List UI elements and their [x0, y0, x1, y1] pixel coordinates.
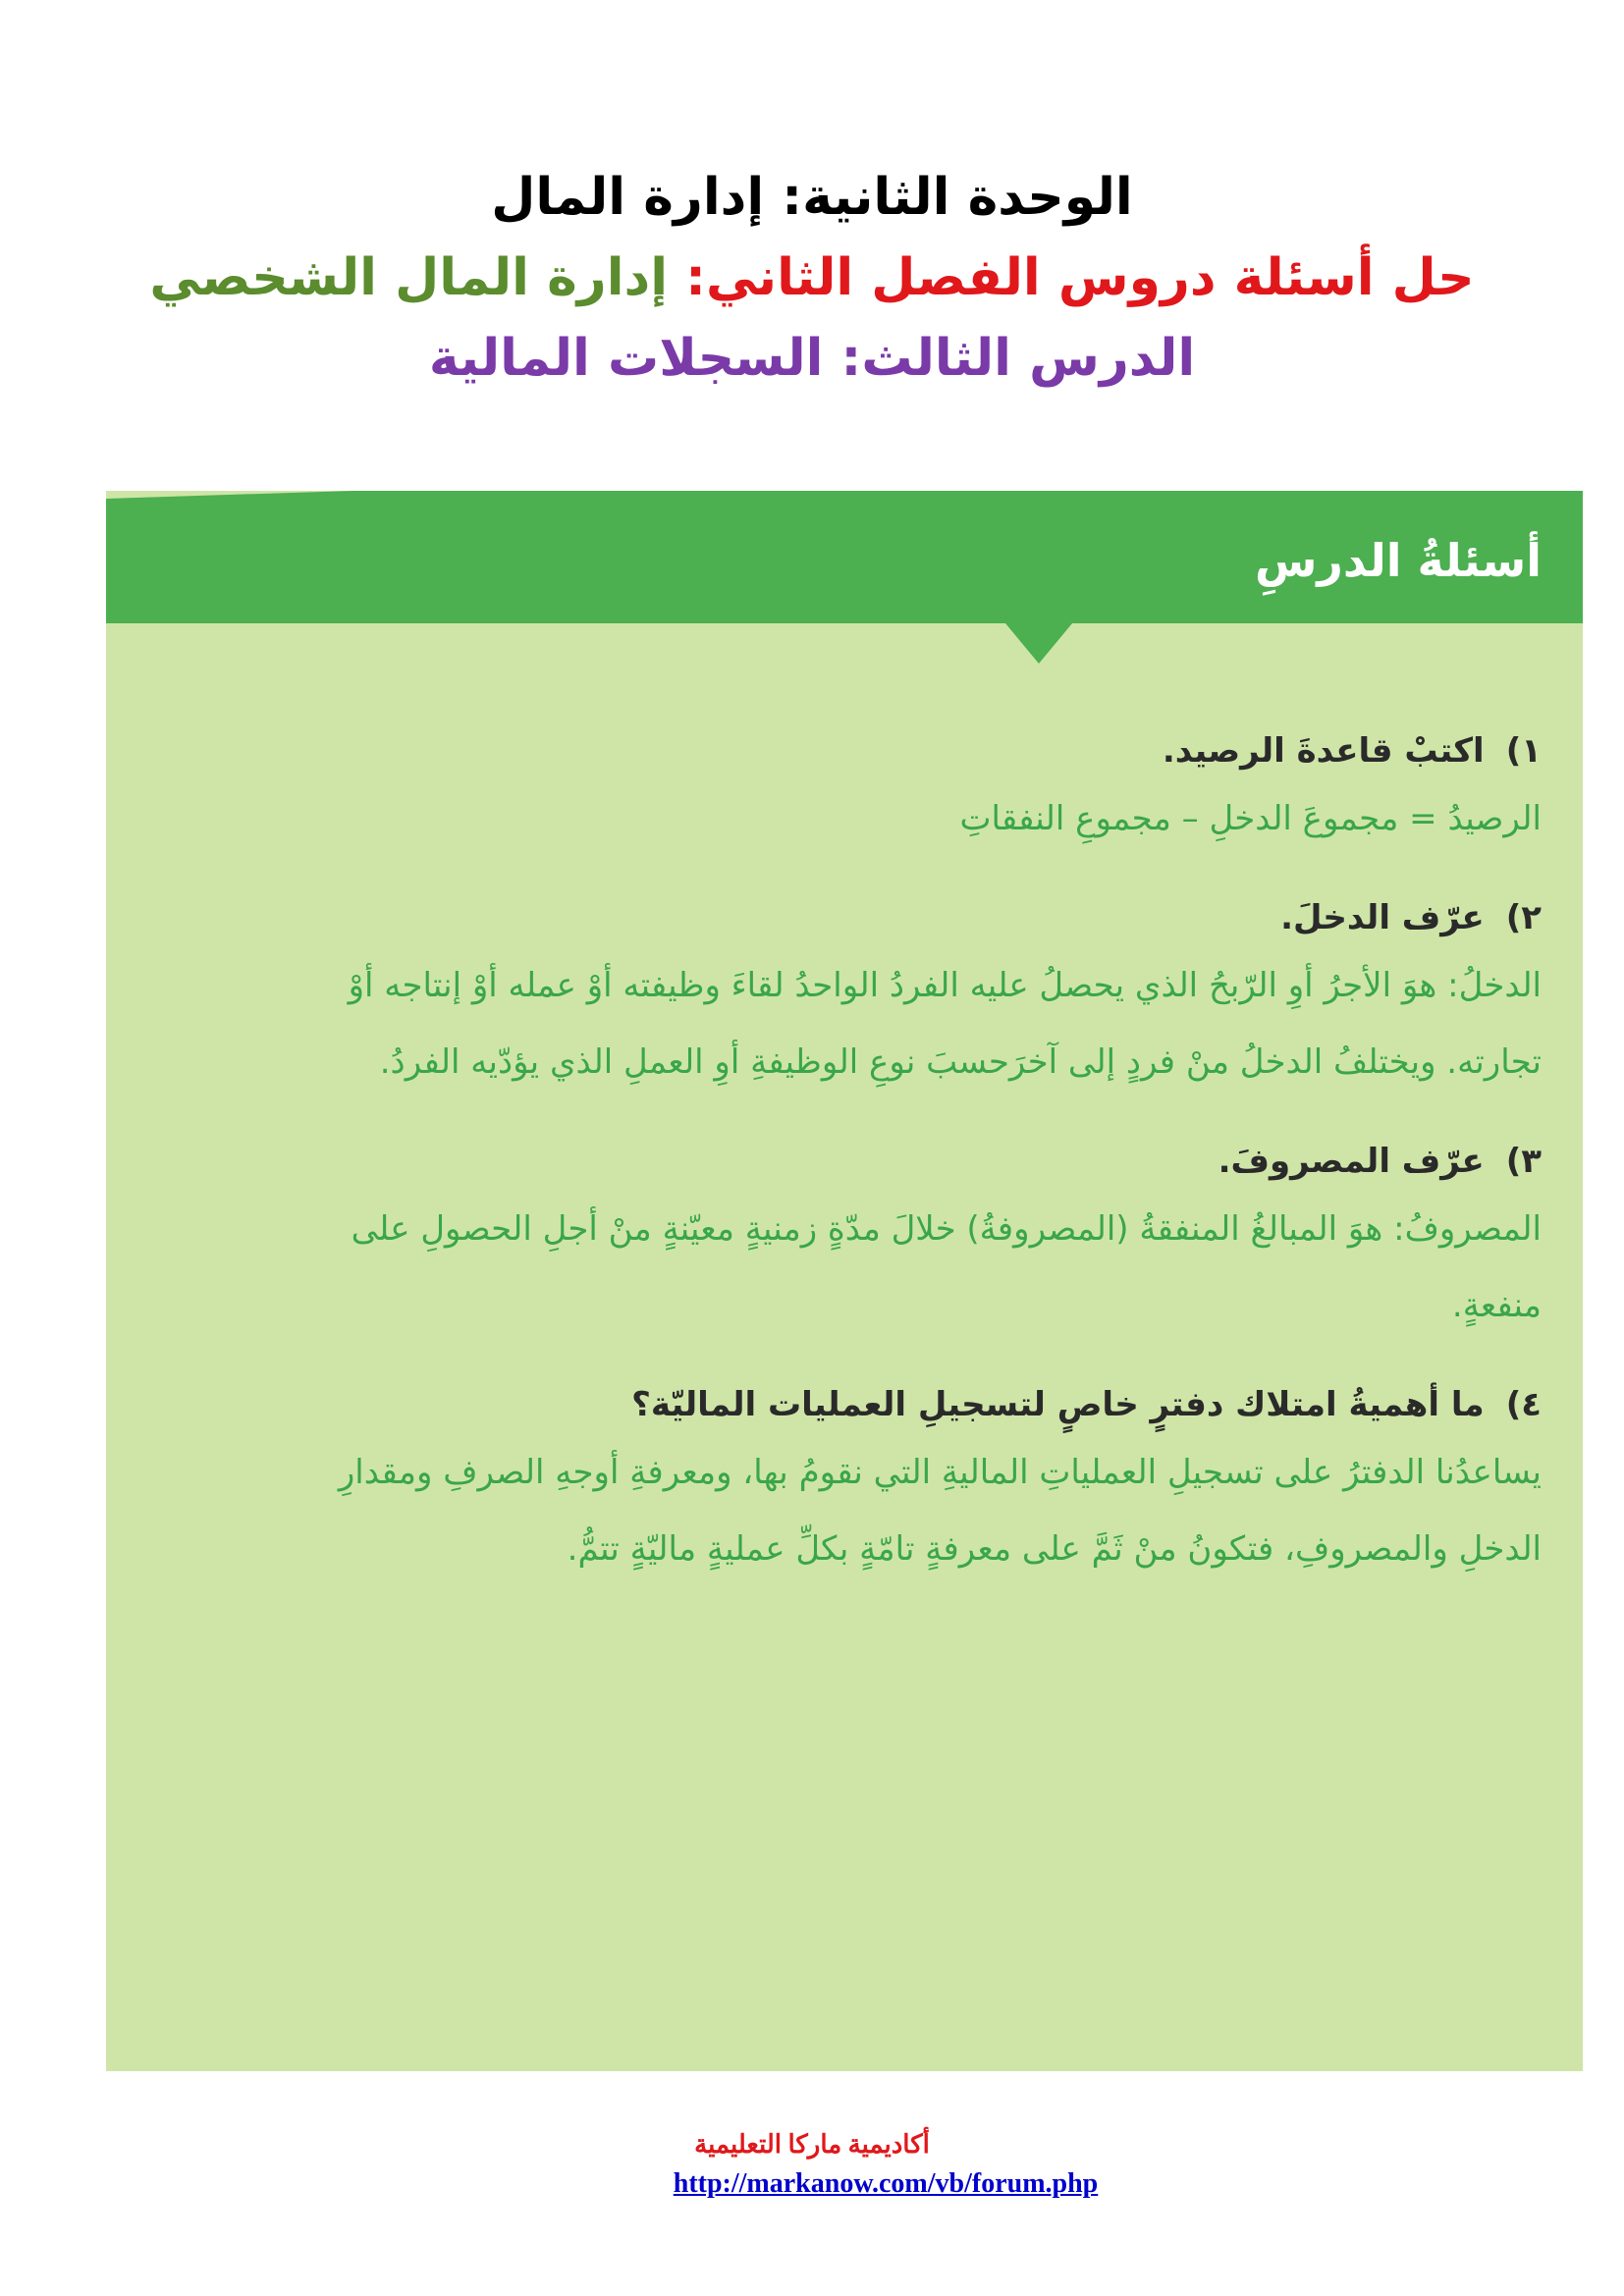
banner-title: أسئلةُ الدرسِ: [1254, 534, 1542, 587]
footer-academy-name: أكاديمية ماركا التعليمية: [694, 2130, 930, 2159]
answer-text: المصروفُ: هوَ المبالغُ المنفقةُ (المصروفةُ) خلالَ مدّةٍ زمنيةٍ معيّنةٍ منْ أجلِ الحصولِ على منفعةٍ.: [351, 1209, 1542, 1325]
question-item-4: [265, 1375, 1542, 1587]
question: [265, 1375, 1542, 1434]
question: [265, 1132, 1542, 1191]
chapter-name: إدارة المال الشخصي: [149, 248, 669, 307]
footer-forum-link[interactable]: http://markanow.com/vb/forum.php: [673, 2168, 1099, 2199]
question-text: عرّف المصروفَ.: [1218, 1142, 1485, 1181]
question-item-1: [265, 721, 1542, 857]
questions-list: [265, 721, 1542, 1619]
answer-text: يساعدُنا الدفترُ على تسجيلِ العملياتِ الماليةِ التي نقومُ بها، ومعرفةِ أوجهِ الصرفِ ومقدارِ الدخلِ والمصروفِ، فتكونُ منْ ثَمَّ على معرفةٍ تامّةٍ بكلِّ عمليةٍ ماليّةٍ تتمُّ.: [338, 1453, 1542, 1569]
answer-text: الرصيدُ = مجموعَ الدخلِ – مجموعِ النفقاتِ: [959, 799, 1542, 838]
answer-text: الدخلُ: هوَ الأجرُ أوِ الرّبحُ الذي يحصلُ عليه الفردُ الواحدُ لقاءَ وظيفته أوْ عمله أوْ إنتاجه أوْ تجارته. ويختلفُ الدخلُ منْ فردٍ إلى آخرَحسبَ نوعِ الوظيفةِ أوِ العملِ الذي يؤدّيه الفردُ.: [348, 966, 1542, 1082]
lesson-questions-panel: [106, 491, 1583, 2071]
lesson-title: الدرس الثالث: السجلات المالية: [428, 329, 1196, 388]
question-number: ٢): [1505, 898, 1542, 937]
document-footer: [0, 2125, 1624, 2204]
question-item-2: [265, 888, 1542, 1100]
question-text: ما أهميةُ امتلاك دفترٍ خاصٍ لتسجيلِ العمليات الماليّة؟: [631, 1385, 1485, 1424]
unit-title: الوحدة الثانية: إدارة المال: [491, 168, 1133, 227]
chapter-prefix: حل أسئلة دروس الفصل الثاني:: [668, 248, 1475, 307]
question-text: عرّف الدخلَ.: [1280, 898, 1485, 937]
question: [265, 721, 1542, 780]
question: [265, 888, 1542, 947]
chapter-title: [0, 238, 1624, 318]
document-header: [0, 157, 1624, 399]
question-number: ٣): [1505, 1142, 1542, 1181]
question-number: ٤): [1505, 1385, 1542, 1424]
question-item-3: [265, 1132, 1542, 1344]
question-number: ١): [1505, 731, 1542, 771]
question-text: اكتبْ قاعدةَ الرصيد.: [1162, 731, 1485, 771]
